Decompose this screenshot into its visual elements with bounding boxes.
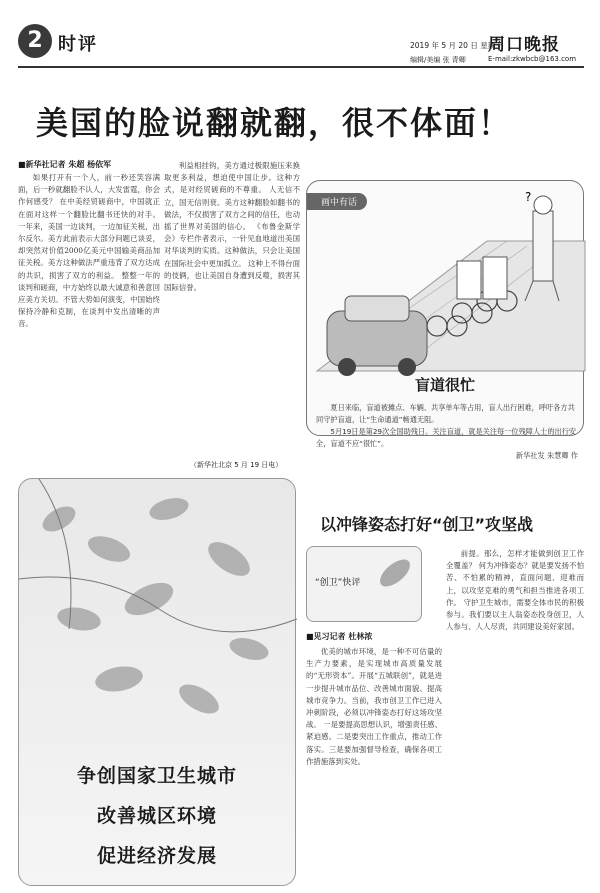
main-article-col2: 利益相挂钩，美方通过极限施压来换取更多利益，想迫使中国让步。这种方式，是对经贸磋商的不尊重。 人无信不立，国无信则衰。美方这种翻脸如翻书的做法，不仅损害了双方之间的信任，也动摇了世界对美国的信心。 《布鲁金斯学会》专栏作者表示，一针见血地道出美国对华谈判的实质。这种做法，只会让美国在国际社会中更加孤立。 这种上不得台面的伎俩，也让美国自身遭到反噬，损害其国际信誉。 (164, 161, 300, 293)
issue-date: 2019 年 5 月 20 日 星期一 (410, 41, 503, 50)
second-article-title: 以冲锋姿态打好“创卫”攻坚战 (320, 515, 534, 534)
second-article-col2: 前提。那么，怎样才能做到创卫工作全覆盖？ 何为冲锋姿态？就是要发扬不怕苦、不怕累的精神，直面问题、迎难而上，以攻坚克难的勇气和担当推进各项工作。 守护卫生城市，需要全体市民的积极参与。我们要以主人翁姿态投身创卫，人人参与、人人尽责，共同建设美好家园。 (446, 549, 584, 632)
column-logo (306, 546, 422, 622)
poster-line-3: 促进经济发展 (96, 845, 217, 867)
cartoon-illustration (307, 190, 585, 381)
poster-line-1: 争创国家卫生城市 (76, 765, 237, 787)
editor-email: E-mail:zkwbcb@163.com (488, 55, 577, 63)
poster-line-2: 改善城区环境 (96, 805, 217, 827)
section-title: 时评 (58, 34, 98, 55)
public-service-poster (18, 478, 296, 886)
main-dateline: （新华社北京 5 月 19 日电） (190, 461, 283, 469)
page-header (0, 0, 600, 64)
header-divider (18, 66, 584, 68)
second-article-col1: 优美的城市环境，是一种不可估量的生产力要素，是实现城市高质量发展的“无形资本”。开展“五城联创”，就是进一步提升城市品位、改善城市面貌、提高城市竞争力。当前，我市创卫工作已进入冲刺阶段，必须以冲锋姿态打好这场攻坚战。 一是要提高思想认识，增强责任感、紧迫感。二是要突出工作重点，推动工作落实。三是要加强督导检查，确保各项工作措施落到实处。 (306, 647, 442, 766)
main-headline: 美国的脸说翻就翻，很不体面！ (36, 104, 513, 142)
leaves-illustration (19, 479, 297, 739)
cartoon-label: 画中有话 (307, 193, 367, 210)
svg-text:?: ? (525, 190, 532, 204)
page-number-badge: 2 (18, 24, 52, 58)
cartoon-credit: 新华社发 朱慧卿 作 (515, 451, 578, 460)
main-byline: ■新华社记者 朱超 杨依军 (18, 160, 112, 169)
main-article-col1: 如果打开有一个人，前一秒还笑容满面，后一秒就翻脸不认人，大发雷霆，你会作何感受？ 在中美经贸磋商中，中国就正在面对这样一个翻脸比翻书还快的对手。 一年来，美国一边谈判，一边加征关税，出尔反尔。美方此前表示大部分问题已谈妥，却突然对价值2000亿美元中国输美商品加征关税。美方这种做法严重违背了双方达成的共识，损害了双方的利益。 整整一年的谈判和磋商，中方始终以最大诚意和善意回应美方关切。不管大势如何演变，中国始终保持冷静和克制，在谈判中发出清晰的声音。 (18, 173, 160, 329)
cartoon-title: 盲道很忙 (414, 376, 475, 394)
cartoon-panel (306, 180, 584, 436)
cartoon-caption: 夏日来临，盲道被摊点、车辆、共享单车等占用，盲人出行困难，呼吁各方共同守护盲道，让“生命通道”畅通无阻。 5月19日是第29次全国助残日。关注盲道，就是关注每一位残障人士的出行安全，盲道不应“很忙”。 新华社发 朱慧卿 作 (316, 403, 578, 460)
newspaper-masthead: 周口晚报 (488, 35, 560, 55)
column-tag: “创卫”快评 (315, 578, 361, 588)
second-byline: ■见习记者 杜林浓 (306, 632, 373, 641)
editor-credit: 编辑/美编 张 青卿 (410, 56, 466, 64)
